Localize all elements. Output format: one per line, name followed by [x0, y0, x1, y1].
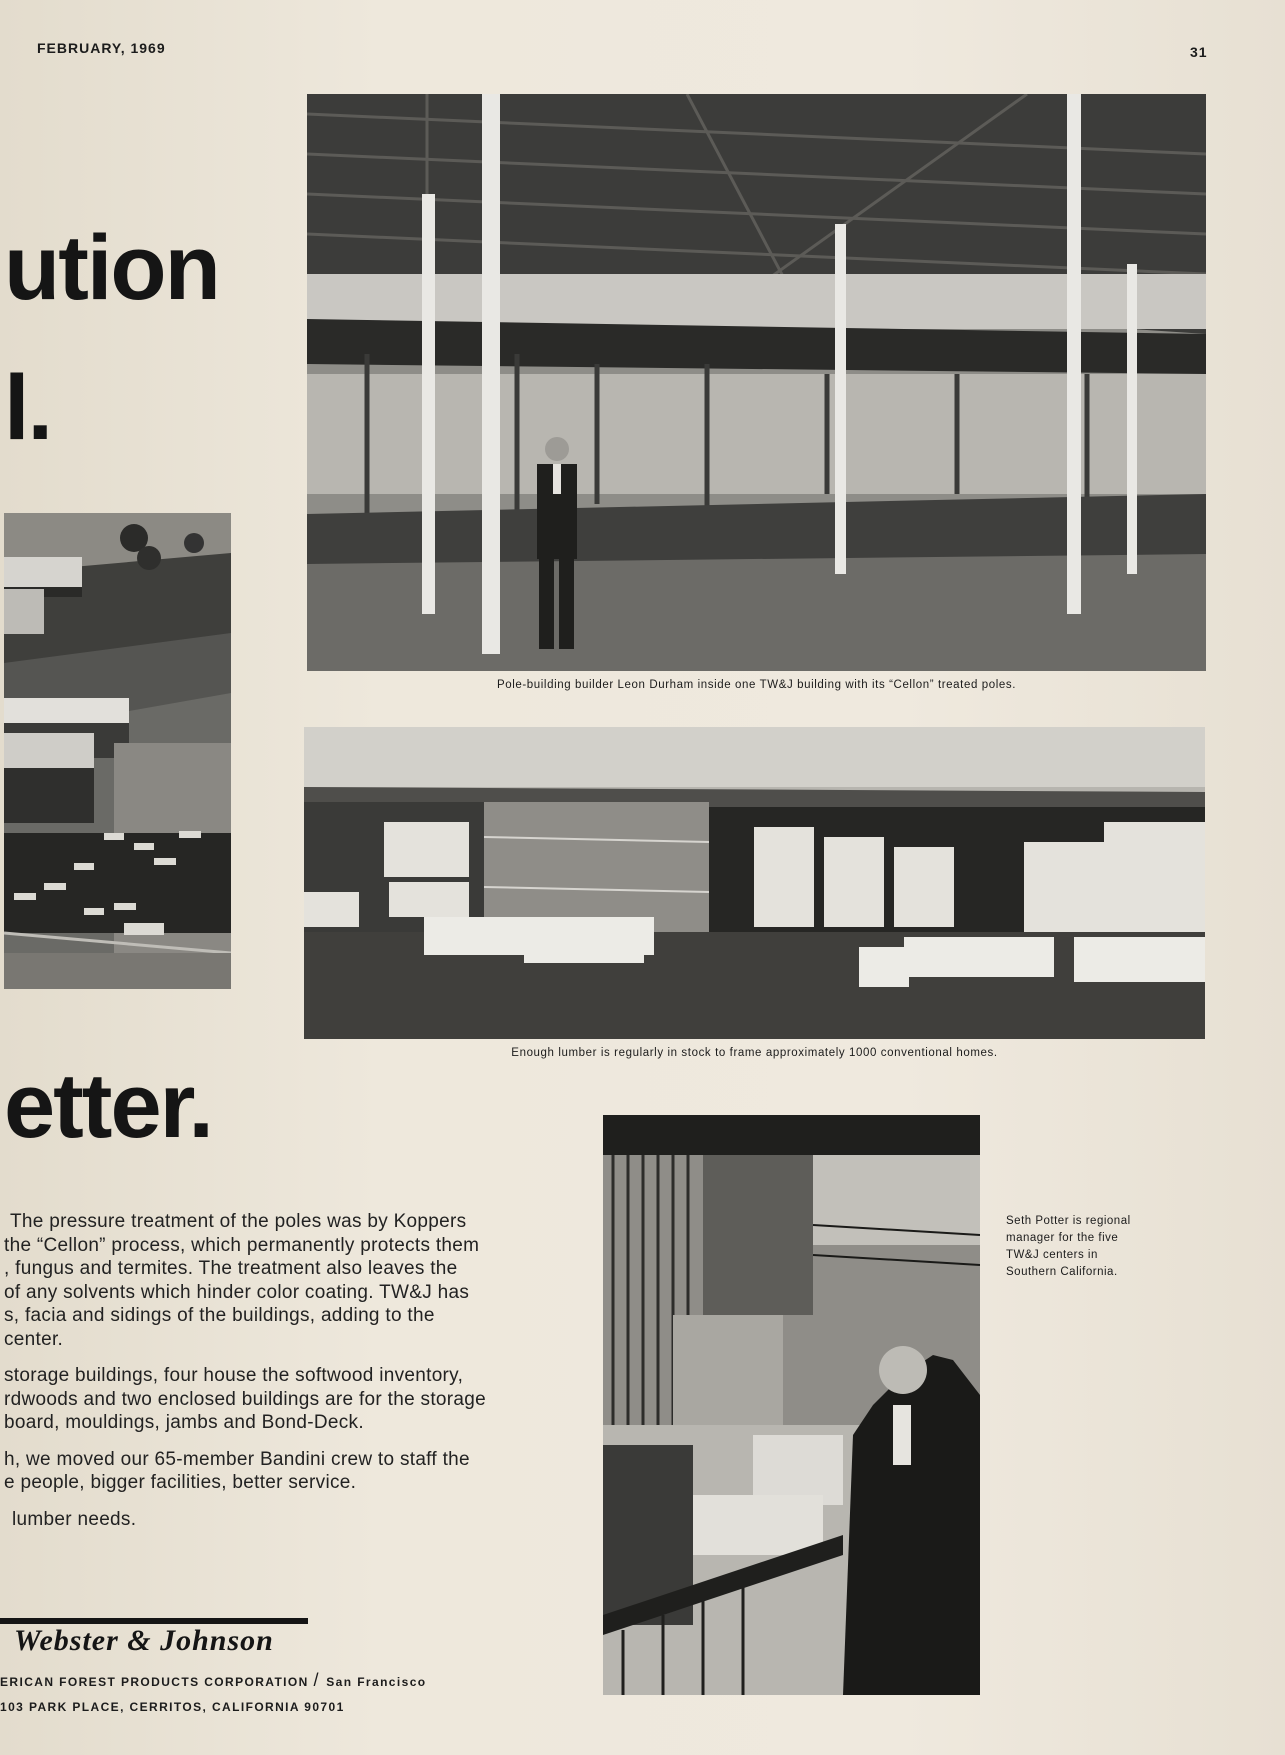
photo-3-caption: Seth Potter is regional manager for the five TW&J centers in Southern California.	[1006, 1215, 1131, 1278]
body-copy: The pressure treatment of the poles was by Koppers the “Cellon” process, which permanently protects them , fungus and termites. The treatment also leaves the of any solvents which hinder color coating. TW&J has s, facia and sidings of the buildings, adding to the center. storage buildings, four house the softwood inventory, rdwoods and two enclosed buildings are for the storage board, mouldings, jambs and Bond-Deck. h, we moved our 65-member Bandini crew to staff the e people, bigger facilities, better service. lumber needs.	[4, 1211, 486, 1530]
headline-line-1: ution	[4, 217, 219, 319]
headline-line-2: l.	[4, 357, 52, 459]
page-number: 31	[1190, 44, 1208, 60]
corporation-line: ERICAN FOREST PRODUCTS CORPORATION / San Francisco	[0, 1670, 427, 1690]
photo-1-caption: Pole-building builder Leon Durham inside one TW&J building with its “Cellon” treated poles.	[496, 679, 1017, 691]
pole-building-photo	[307, 94, 1206, 671]
lumber-yard-photo	[304, 727, 1205, 1039]
office-interior-photo	[603, 1115, 980, 1695]
company-address: 103 PARK PLACE, CERRITOS, CALIFORNIA 90701	[0, 1700, 345, 1714]
issue-date: FEBRUARY, 1969	[37, 40, 166, 56]
company-logo: Webster & Johnson	[14, 1624, 274, 1657]
photo-2-caption: Enough lumber is regularly in stock to frame approximately 1000 conventional homes.	[511, 1047, 998, 1059]
aerial-photo	[4, 513, 231, 989]
headline-line-3: etter.	[4, 1055, 212, 1157]
